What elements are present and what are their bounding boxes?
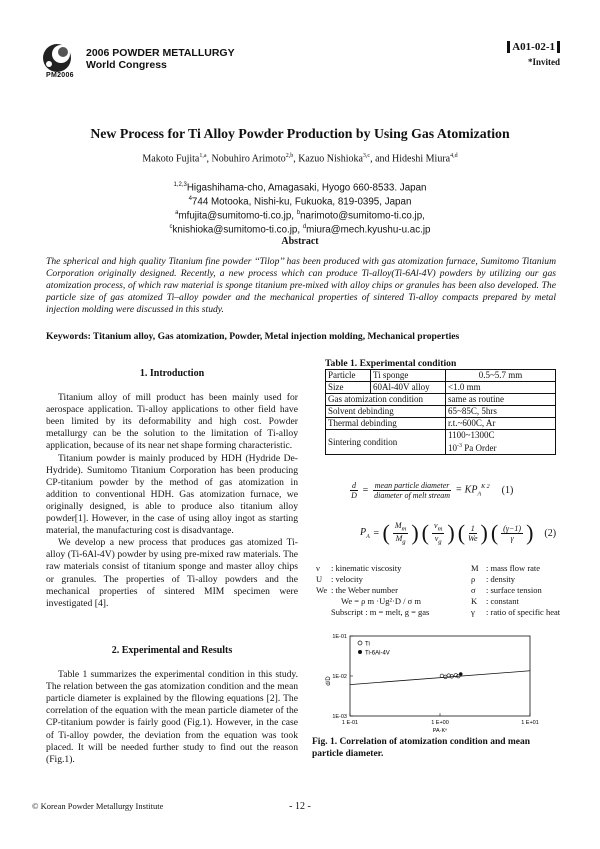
symbol-desc: : kinematic viscosity — [331, 563, 402, 573]
eq1-mid — [373, 481, 452, 500]
logo-text: PM2006 — [46, 72, 74, 79]
eq2-lhs — [360, 527, 370, 540]
email-line: knishioka@sumitomo-ti.co.jp, — [172, 224, 303, 236]
eq2-f2 — [432, 521, 444, 545]
affil-sup: 4 — [188, 196, 192, 203]
eq-sub: g — [438, 538, 442, 546]
publisher-footer: © Korean Powder Metallurgy Institute — [32, 801, 164, 811]
keywords — [46, 331, 556, 342]
pressure-exp: -3 — [457, 443, 462, 449]
paren-open: ( — [457, 520, 466, 545]
symbol: K — [471, 596, 478, 606]
eq1-lhs — [350, 481, 358, 500]
table-row — [326, 394, 556, 406]
paren-open: ( — [382, 520, 390, 545]
paragraph: Titanium powder is mainly produced by HDH (Hydride De-Hydride). Sumitomo Titanium Corporation has been producing CP-titanium powder by the method of gas atomization in addition to conventional HDH. Gas atomization furnace, we originally designed, is able to produce also titanium alloy powder[1]. However, in the case of using alloy ingot as starting material, the manufacturing cost is disadvantage. — [46, 452, 298, 537]
paren-close: ) — [447, 520, 455, 545]
eq2-f4 — [501, 524, 523, 543]
table-cell: Gas atomization condition — [326, 394, 446, 406]
figure-caption: Fig. 1. Correlation of atomization condition and mean particle diameter. — [312, 737, 531, 759]
eq2-f3 — [468, 524, 477, 543]
invited-mark: *Invited — [527, 57, 560, 67]
eq-var: ν — [434, 533, 439, 543]
affiliation-line: Higashihama-cho, Amagasaki, Hyogo 660-8533. Japan — [186, 182, 427, 194]
eq-den — [435, 534, 442, 546]
code-bar-right — [557, 41, 560, 53]
eq-den — [396, 534, 406, 546]
affil-sup: c — [169, 224, 173, 231]
author-sup: 4,d — [450, 153, 458, 159]
sintering-pressure — [448, 441, 553, 454]
page-number: - 12 - — [289, 801, 311, 812]
table-row — [326, 418, 556, 430]
pressure-base: 10 — [448, 443, 457, 453]
table-cell: Thermal debinding — [326, 418, 446, 430]
conference-line-1: 2006 POWDER METALLURGY — [86, 47, 235, 59]
symbol-desc: : constant — [486, 596, 519, 606]
ti-data-point — [440, 674, 444, 678]
eq-rhs: = KP — [455, 484, 478, 496]
symbol-row — [316, 563, 560, 574]
symbol: M — [471, 563, 479, 573]
table-row — [326, 370, 556, 382]
symbol-desc: : the Weber number — [331, 585, 398, 595]
conference-line-2: World Congress — [86, 59, 167, 71]
eq-num: 1 — [470, 523, 475, 533]
affil-sup: 1,2,3 — [173, 182, 187, 188]
code-bar-left — [507, 41, 510, 53]
table-cell: 60Al-40V alloy — [371, 382, 446, 394]
y-axis-label: d/D — [326, 676, 332, 686]
author-name: Kazuo Nishioka — [298, 153, 363, 165]
symbol — [316, 596, 331, 607]
equation-1 — [350, 481, 513, 500]
y-tick-label: 1E-02 — [332, 674, 347, 680]
symbol — [316, 607, 331, 618]
eq2-f1 — [393, 521, 408, 545]
paren-open: ( — [490, 520, 499, 545]
paragraph: Table 1 summarizes the experimental condition in this study. The relation between the gas atomization condition and the mean particle diameter is explained by the fllowing equations [2]. The correlation of the equation with the mean particle diameter of the CP-titanium powder is fairly good (Fig.1). However, in the case of Ti-alloy powder, the deviation from the equation was took placed. It will be needed further study to find out the reason (Fig.1). — [46, 669, 298, 765]
pressure-tail: Pa Order — [462, 443, 497, 453]
conference-name — [86, 47, 235, 71]
paren-close: ) — [526, 520, 534, 545]
x-axis-label: PA·Kⁿ — [432, 728, 448, 734]
eq-var: M — [395, 533, 403, 543]
affil-sup: d — [302, 224, 307, 231]
figure-legend — [358, 641, 390, 657]
legend-label: Ti — [365, 641, 370, 648]
affiliation-line: 744 Motooka, Nishi-ku, Fukuoka, 819-0395, Japan — [191, 196, 412, 208]
eq-num: mean particle diameter — [374, 481, 450, 490]
x-tick-label: 1 E+00 — [431, 720, 449, 726]
x-tick-label: 1 E-01 — [341, 720, 359, 726]
author-list: Makoto Fujita$^{1,a}$, Nobuhiro Arimoto$^{2,b}$, Kazuo Nishioka$^{3,c}$, and Hideshi Miura$^{4,d}$ — [142, 153, 458, 165]
sintering-temp: 1100~1300C — [448, 430, 495, 440]
paragraph: We develop a new process that produces gas atomized Ti-alloy (Ti-6Al-4V) powder by using pre-mixed raw materials. The raw materials consist of titanium sponge and master alloy chips or granules. The properties of Ti-alloy powders and the mechanical properties of sintered MIM specimen were investigated [4]. — [46, 537, 298, 609]
x-tick-label: 1 E+01 — [521, 720, 539, 726]
keywords-text: : Titanium alloy, Gas atomization, Powder, Metal injection molding, Mechanical properties — [87, 331, 460, 342]
table-cell: Sintering condition — [326, 430, 446, 455]
paragraph: Titanium alloy of mill product has been mainly used for aerospace application. Ti-alloy applications to other field have been limited by its deformability and high cost. Powder metallurgy can be the solution to the limitation of Ti-alloy application, because of its near net shape forming characteristic. — [46, 392, 298, 452]
table-cell: same as routine — [446, 394, 556, 406]
eq-den: D — [351, 491, 357, 500]
table-row — [326, 430, 556, 455]
symbol-row — [316, 574, 560, 585]
symbol: ρ — [471, 574, 476, 584]
eq-var: ν — [434, 520, 438, 530]
paren-close: ) — [411, 520, 419, 545]
paper-code-box — [507, 41, 560, 53]
abstract-heading: Abstract — [281, 236, 319, 247]
affil-sup: a — [175, 210, 179, 217]
affiliations — [0, 180, 600, 236]
y-tick-label: 1E-03 — [332, 714, 347, 720]
paren-close: ) — [480, 520, 488, 545]
equation-2 — [360, 520, 556, 546]
legend-marker-filled — [358, 650, 362, 654]
eq-num — [393, 521, 408, 534]
table-row — [326, 406, 556, 418]
author-sup: 3,c — [362, 153, 371, 159]
pm2006-logo-icon — [40, 42, 74, 76]
table-cell — [446, 430, 556, 455]
eq-num: d — [352, 481, 356, 490]
eq-sub: A — [477, 491, 482, 498]
eq-num — [432, 521, 444, 534]
symbol-desc: Subscript : m = melt, g = gas — [331, 607, 430, 617]
figure-1-plot — [312, 626, 558, 736]
table-cell: <1.0 mm — [446, 382, 556, 394]
tick-labels — [332, 634, 538, 726]
keywords-label: Keywords — [46, 331, 88, 342]
section-title: 1. Introduction — [139, 368, 205, 379]
author-sup: 2,b — [285, 153, 294, 159]
eq-sub: g — [402, 538, 406, 546]
equation-number: (2) — [544, 527, 557, 539]
eq-den: We — [468, 533, 478, 543]
symbol-row — [316, 585, 560, 596]
table-cell: r.t.~600C, Ar — [446, 418, 556, 430]
table-cell: Particle — [326, 370, 371, 382]
legend-label: Ti-6Al-4V — [365, 650, 390, 657]
paper-title: New Process for Ti Alloy Powder Production by Using Gas Atomization — [90, 126, 510, 141]
table-cell: Ti sponge — [371, 370, 446, 382]
symbol-row — [316, 596, 560, 607]
symbol-desc: : mass flow rate — [486, 563, 541, 573]
symbol: σ — [471, 585, 476, 595]
table-cell: Size — [326, 382, 371, 394]
author-name: Makoto Fujita — [142, 153, 200, 165]
eq-sub: m — [437, 525, 443, 533]
email-line: narimoto@sumitomo-ti.co.jp, — [300, 210, 425, 222]
symbol-desc: : surface tension — [486, 585, 542, 595]
section-title: 2. Experimental and Results — [111, 645, 233, 656]
eq1-rhs — [455, 484, 489, 497]
symbol-desc: : density — [486, 574, 516, 584]
table-caption: Table 1. Experimental condition — [325, 358, 457, 369]
symbol-desc: : ratio of specific heat — [486, 607, 561, 617]
eq-den: γ — [510, 533, 514, 543]
eq-equals: = — [372, 527, 380, 539]
abstract-body: The spherical and high quality Titanium fine powder ‘‘Tilop’’ has been produced with gas atomization furnace, Sumitomo Titanium Corporation originally designed. Recently, a new process which can produce Ti-alloy(Ti-6Al-4V) powders by utilizing our gas atomization process, of which raw material is sponge titanium pre-mixed with alloy chips or granules has been also developed. The particle size of gas atomized Ti–alloy powder and the mechanical properties of sintered Ti-alloy compacts prepared by metal injection molding were discussed in this study. — [46, 256, 556, 316]
eq-sup: K 2 — [481, 483, 490, 490]
symbol: ν — [316, 563, 320, 573]
symbol-desc: We = ρ m ·Ug²·D / σ m — [341, 596, 421, 606]
eq-var: P — [360, 526, 367, 538]
eq-sub: m — [401, 525, 407, 533]
table-cell: 65~85C, 5hrs — [446, 406, 556, 418]
fit-line — [350, 671, 530, 685]
author-sup: 1,a — [199, 153, 207, 159]
paper-code: A01-02-1 — [512, 41, 555, 53]
affil-sup: b — [296, 210, 301, 217]
table-cell: Solvent debinding — [326, 406, 446, 418]
email-line: miura@mech.kyushu-u.ac.jp — [306, 224, 431, 236]
email-line: mfujita@sumitomo-ti.co.jp, — [178, 210, 297, 222]
symbol: γ — [471, 607, 475, 617]
legend-marker-open — [358, 641, 362, 645]
experimental-condition-table — [325, 369, 556, 455]
eq-den: diameter of melt stream — [374, 491, 451, 500]
symbol-row — [316, 607, 560, 618]
eq-num: (γ−1) — [503, 523, 522, 533]
eq-equals: = — [362, 485, 369, 496]
symbol: U — [316, 574, 323, 584]
eq-var: M — [394, 520, 402, 530]
section-experimental — [46, 645, 298, 766]
alloy-data-point — [459, 672, 463, 676]
table-cell: 0.5~5.7 mm — [446, 370, 556, 382]
data-marks — [350, 671, 530, 685]
section-introduction — [46, 368, 298, 610]
symbol: We — [316, 585, 328, 595]
y-tick-label: 1E-01 — [332, 634, 347, 640]
author-name: Nobuhiro Arimoto — [211, 153, 286, 165]
symbol-definitions — [316, 563, 560, 618]
symbol-desc: : velocity — [331, 574, 363, 584]
eq-sub: A — [366, 533, 370, 540]
table-row — [326, 382, 556, 394]
author-name: Hideshi Miura — [392, 153, 451, 165]
paren-open: ( — [421, 520, 429, 545]
equation-number: (1) — [501, 485, 514, 496]
